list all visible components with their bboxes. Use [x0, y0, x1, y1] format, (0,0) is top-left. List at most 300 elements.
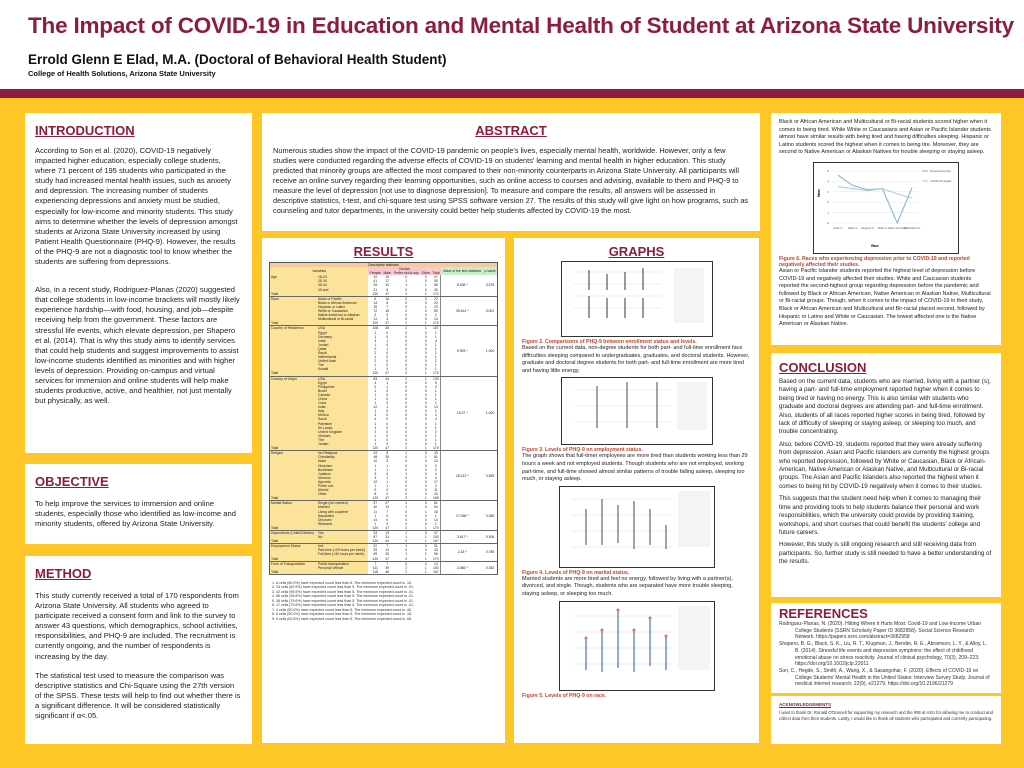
category-cell: White or Caucasian [317, 309, 368, 313]
variable-name-cell: Country of Origin [270, 376, 318, 381]
value-cell: 3 [374, 413, 377, 418]
footnote: 9. 5 cells (62.5%) have expected count less than 5. The minimum expected count is .08. [272, 616, 412, 621]
p-value-cell: 1.000 [483, 376, 497, 451]
value-cell: 0 [424, 392, 427, 397]
category-cell [317, 570, 368, 575]
category-cell: Vietnam [317, 434, 368, 438]
value-cell: 170 [431, 446, 441, 451]
test-stat-cell: 2.18 * [441, 544, 483, 561]
footnote: 8. 6 cells (50.0%) have expected count less than 5. The minimum expected count is .18. [272, 612, 412, 617]
category-cell: Canada [317, 393, 368, 397]
value-cell: 48 [373, 455, 378, 460]
method-paragraph-2: The statistical test used to measure the comparison was descriptive statistics and Chi-Square using the 27th version of the SPSS. These tests will help to find out whether there is a significant difference. It will be considered statistically significant if α<.05. [35, 670, 241, 721]
value-cell: 9 [374, 488, 377, 493]
value-cell: 0 [405, 338, 408, 343]
value-cell: 1 [434, 433, 437, 438]
category-cell: Christianity [317, 455, 368, 459]
value-cell: 0 [424, 531, 427, 535]
value-cell: 4 [434, 417, 437, 422]
introduction-paragraph-2: Also, in a recent study, Rodriguez-Planas (2020) suggested that college students in low-income brackets will mostly likely experience hardship—with food, housing, and job—despite receiving help from the government. These factors are stressful life events, which elevate depression, per Shapero et al. (2014). That is why this study aims to identify services that could help students and suggest improvements to assist low-income students identified as minorities and with higher levels of depression. Providing on-campus and virtual services for immersion and online students will help make students productive, active, and healthier, not just mentally but physically, as well. [35, 285, 240, 406]
value-cell: 0 [386, 513, 389, 518]
results-heading: RESULTS [353, 244, 414, 259]
value-cell: 29 [373, 548, 378, 553]
value-cell: 0 [424, 338, 427, 343]
value-cell: 1 [386, 475, 389, 480]
reference-item: Son, C., Hegde, S., Smith, A., Wang, X., & Sasangohar, F. (2020). Effects of COVID-19 on College Students' Mental Health in the United States: Interview Survey Study. Journal of medical internet research, 22(9), e21279. https://doi.org/10.2196/21279 [779, 667, 990, 688]
value-cell: 1 [405, 279, 408, 284]
value-cell: 0 [405, 367, 408, 372]
value-cell: 0 [405, 397, 408, 401]
value-cell: 4 [374, 417, 377, 422]
category-cell: USA [317, 376, 368, 381]
value-cell: 1 [434, 346, 437, 351]
value-cell: 1 [405, 505, 408, 510]
y-tick-label: 1 [827, 210, 829, 215]
value-cell: 3 [386, 459, 389, 464]
value-cell: 0 [424, 521, 427, 526]
value-cell: 0 [424, 334, 427, 339]
value-cell: 0 [386, 388, 389, 393]
value-cell: 11 [434, 488, 438, 493]
value-cell: 120 [368, 539, 382, 544]
category-cell: Judaism [317, 472, 368, 476]
category-cell: Saudi [317, 351, 368, 355]
value-cell: 12 [373, 479, 378, 484]
value-cell: 13 [433, 459, 438, 464]
figure-4-text: Married students are more tired and feel no energy, followed by living with a partner(s), divorced, and single. Though, students who are separated have more trouble sleeping, staying asleep, or sleeping too much. [522, 575, 733, 597]
p-value-header: p-value [483, 267, 497, 275]
value-cell: 1 [420, 570, 431, 575]
value-cell: 17 [433, 479, 438, 484]
value-cell: 1 [424, 535, 427, 540]
category-cell: Black or African American [317, 301, 368, 305]
value-cell: 2 [374, 313, 377, 318]
category-cell: Widowed [317, 522, 368, 526]
value-cell: 0 [405, 346, 408, 351]
test-stat-header: Value of the test statistics [441, 267, 483, 275]
variable-name-cell: Country of Residence [270, 326, 318, 331]
value-cell: 0 [405, 475, 408, 480]
value-cell: 0 [424, 513, 427, 518]
value-cell: 0 [405, 421, 408, 426]
value-cell: 2 [392, 539, 420, 544]
table-footnotes [268, 581, 499, 622]
value-cell: 2 [392, 526, 420, 531]
value-cell: 0 [405, 304, 408, 309]
value-cell: 0 [424, 317, 427, 322]
value-cell: 0 [424, 330, 427, 335]
acknowledgements-panel [771, 696, 1001, 744]
value-cell: 14 [373, 517, 378, 522]
category-cell: Divorced [317, 518, 368, 522]
p-value-cell: 0.559 [483, 451, 497, 501]
conclusion-heading: CONCLUSION [779, 360, 867, 375]
acknowledgements-heading: ACKNOWLEDGEMENTS [779, 702, 831, 707]
value-cell: 2 [434, 359, 437, 364]
category-cell: 18-24 [317, 275, 368, 279]
footnote: 5. 38 cells (79.6%) have expected count less than 5. The minimum expected count is .01. [272, 598, 414, 603]
category-cell: United Arab [317, 359, 368, 363]
figure-4-chart [559, 486, 715, 568]
variable-name-cell: Total [270, 371, 318, 376]
value-cell: 45 [385, 326, 390, 331]
value-cell: 0 [424, 429, 427, 434]
value-cell: 6 [386, 300, 389, 305]
variable-name-cell: Religion [270, 451, 318, 456]
category-cell: Other [317, 492, 368, 496]
legend-label: COVID-19 Negativ… [930, 179, 955, 183]
value-cell: 1 [434, 401, 437, 406]
category-cell: Part-time (<29 hours per week) [317, 548, 368, 552]
y-axis-label: Mean [817, 188, 821, 197]
value-cell: 0 [424, 517, 427, 522]
value-cell: 0 [405, 342, 408, 347]
abstract-text: Numerous studies show the impact of the COVID-19 pandemic on people's lives, especially mental health, worldwide. However, only a few studies were conducted regarding the adverse effects of COVID-19 on students' learning and mental health in higher education. This study predicted that minority groups are affected the most compared to their non-minority counterparts in Arizona State University. All participants will receive an online survey regarding their learning opportunities, such as online access to courses and advising, available to them and PHQ-9 to measure the level of depression [not use to diagnose depression]. To measure and compare the results, all answers will be assessed in descriptive statistics, t-test, and chi-square test using SPSS software version 27. The results of this study will give light on how programs, such as counseling and tutor departments, in the university could better help students affected by COVID-19 the most. [273, 146, 749, 215]
value-cell: 0 [405, 517, 408, 522]
value-cell: 1 [420, 526, 431, 531]
value-cell: 72 [373, 309, 378, 314]
value-cell: 0 [374, 346, 377, 351]
value-cell: 44 [385, 376, 390, 381]
value-cell: 2 [374, 429, 377, 434]
variable-name-cell: Total [270, 539, 318, 544]
header-divider [0, 89, 1024, 98]
value-cell: 1 [374, 467, 377, 472]
value-cell: 1 [386, 479, 389, 484]
value-cell: 1 [424, 304, 427, 309]
figure-5-chart [559, 601, 715, 691]
value-cell: 6 [374, 296, 377, 301]
p-value-cell: 0.785 [483, 544, 497, 561]
value-cell: 0 [405, 392, 408, 397]
category-cell: Kuwait [317, 367, 368, 371]
value-cell: 14 [433, 517, 438, 522]
value-cell: 0 [386, 355, 389, 360]
value-cell: 1 [386, 483, 389, 488]
value-cell: 26 [373, 283, 378, 288]
value-cell: 1 [424, 283, 427, 288]
value-cell: 2 [434, 463, 437, 468]
figure-2-chart [561, 261, 713, 337]
value-cell: 2 [392, 446, 420, 451]
value-cell: 1 [374, 355, 377, 360]
value-cell: 1 [374, 521, 377, 526]
value-cell: 0 [405, 287, 408, 292]
category-cell: United Kingdom [317, 430, 368, 434]
value-cell: 0 [424, 463, 427, 468]
value-cell: 0 [405, 350, 408, 355]
variable-name-cell: Dependents (Child/Children) [270, 531, 318, 536]
value-cell: 0 [424, 417, 427, 422]
value-cell: 31 [433, 544, 438, 549]
test-stat-cell: 3.066 * [441, 561, 483, 574]
figure-4-svg [560, 487, 714, 567]
category-cell: Jordan [317, 442, 368, 446]
references-panel [771, 603, 1001, 693]
value-cell: 0 [424, 409, 427, 414]
value-cell: 108 [372, 326, 379, 331]
value-cell: 0 [405, 429, 408, 434]
value-cell: 7 [386, 304, 389, 309]
acknowledgements-text: I want to thank Dr. Ronald O'Donnell for supporting my research and the IRB at ASU for allowing me to conduct and collect data from their students. Lastly, I would like to thank all students who participated and currently participating. [779, 710, 994, 721]
value-cell: 0 [386, 401, 389, 406]
value-cell: 31 [385, 535, 390, 540]
category-cell: Full-time (>30 hours per week) [317, 552, 368, 556]
test-stat-cell: 35.641 * [441, 296, 483, 326]
x-tick-label: White or [877, 226, 888, 230]
value-cell: 0 [424, 561, 427, 566]
value-cell: 0 [424, 397, 427, 401]
value-cell: 0 [386, 409, 389, 414]
value-cell: 167 [431, 570, 441, 575]
x-tick-label: Native American [887, 226, 907, 230]
value-cell: 1 [420, 557, 431, 562]
variable-name-cell: Race [270, 296, 318, 301]
category-cell: Agnostic [317, 480, 368, 484]
value-cell: 7 [386, 544, 389, 549]
value-cell: 0 [424, 363, 427, 368]
value-cell: 1 [420, 496, 431, 501]
category-cell: Married [317, 505, 368, 509]
value-cell: 1 [434, 363, 437, 368]
value-cell: 47 [382, 446, 392, 451]
value-cell: 0 [405, 359, 408, 364]
value-cell: 0 [405, 479, 408, 484]
value-cell: 2 [392, 496, 420, 501]
value-cell: 0 [424, 401, 427, 406]
value-cell: 1 [434, 334, 437, 339]
value-cell: 0 [424, 380, 427, 385]
category-cell: India [317, 405, 368, 409]
col-female: Female [369, 271, 381, 276]
value-cell: 0 [405, 521, 408, 526]
value-cell: 43 [433, 548, 438, 553]
descriptive-statistics-table [269, 262, 498, 575]
value-cell: 47 [382, 292, 392, 297]
x-axis-label: Race [871, 243, 879, 248]
reference-item: Shapero, B. G., Black, S. K., Liu, R. T., Klugman, J., Bender, R. E., Abramson, L. Y., & Alloy, L. B. (2014). Stressful life events and depression symptoms: the effect of childhood emotional abuse on stress reactivity. Journal of clinical psychology, 70(3), 209–223. https://doi.org/10.1002/jclp.22011 [779, 641, 988, 668]
value-cell: 10 [433, 492, 438, 497]
value-cell: 14 [373, 300, 378, 305]
value-cell: 47 [382, 371, 392, 376]
value-cell: 1 [434, 397, 437, 401]
value-cell: 0 [424, 475, 427, 480]
objective-heading: OBJECTIVE [35, 474, 109, 489]
value-cell: 11 [373, 509, 378, 514]
category-cell: No Religious [317, 451, 368, 456]
value-cell: 0 [424, 355, 427, 360]
value-cell: 2 [386, 488, 389, 493]
value-cell: 0 [405, 413, 408, 418]
value-cell: 0 [424, 359, 427, 364]
value-cell: 0 [424, 384, 427, 389]
variable-name-cell: Total [270, 321, 318, 326]
value-cell: 1 [434, 513, 437, 518]
value-cell: 0 [386, 342, 389, 347]
value-cell: 15 [373, 304, 378, 309]
value-cell: 1 [434, 442, 437, 447]
value-cell: 2 [405, 376, 408, 381]
category-cell: USA [317, 326, 368, 331]
value-cell: 0 [405, 401, 408, 406]
variable-name-cell: Marital Status [270, 501, 318, 506]
value-cell: 32 [373, 275, 378, 280]
value-cell: 47 [382, 526, 392, 531]
category-cell: 35-44 [317, 283, 368, 287]
value-cell: 1 [405, 283, 408, 288]
footnote: 1. 8 cells (60.0%) have expected count less than 5. The minimum expected count is .15. [272, 580, 412, 585]
value-cell: 0 [424, 388, 427, 393]
footnote: 7. 4 cells (50.0%) have expected count less than 5. The minimum expected count is .40. [272, 607, 412, 612]
value-cell: 0 [405, 433, 408, 438]
value-cell: 1 [434, 409, 437, 414]
value-cell: 0 [405, 409, 408, 414]
value-cell: 1 [386, 463, 389, 468]
value-cell: 17 [385, 279, 390, 284]
value-cell: 0 [405, 488, 408, 493]
value-cell: 7 [386, 561, 389, 566]
value-cell: 13 [385, 505, 390, 510]
value-cell: 69 [373, 552, 378, 557]
value-cell: 0 [405, 330, 408, 335]
value-cell: 1 [420, 292, 431, 297]
value-cell: 1 [374, 513, 377, 518]
value-cell: 1 [374, 392, 377, 397]
figure-6-text: Asian or Pacific Islander students reported the highest level of depression before COVID-19 and negatively affected their studies. White and Caucasian students reported the second-highest group regarding depression before the pandemic and followed by Black or African American, Native American or Alaskan Native, Multicultural or Bi-racial groups. Though, when it comes to the impact of COVID-19 in their study, Black or African American and Multicultural and Bir-racial placed second, followed by Hispanic or Latino and White or Caucasian. The lowest affected one is the Native American or Alaskan Native. [779, 267, 991, 328]
conclusion-paragraph-1: Based on the current data, students who are married, living with a partner (s), having a part- and full-time employment reported higher when it comes to being tired or having no energy. This is also similar with students who graduate and doctoral degrees are attending part- and full-time enrollment. Also, students of all races reported higher scores in being tired, followed by lack of difficulty of sleeping or staying asleep, or sleeping too much, and trouble concentrating. [779, 378, 991, 436]
value-cell: 0 [405, 296, 408, 301]
figure-4-caption: Figure 4. Levels of PHQ-9 on marital status. [522, 569, 630, 576]
value-cell: 1 [434, 342, 437, 347]
category-cell: Italy [317, 409, 368, 413]
value-cell: 1 [434, 330, 437, 335]
poster-title: The Impact of COVID-19 in Education and Mental Health of Student at Arizona State University [28, 13, 1014, 38]
value-cell: 0 [386, 421, 389, 426]
value-cell: 3 [374, 338, 377, 343]
value-cell: 1 [424, 509, 427, 514]
value-cell: 14 [433, 561, 438, 566]
category-cell: Atheist [317, 488, 368, 492]
value-cell: 4 [434, 338, 437, 343]
references-heading: REFERENCES [779, 606, 868, 621]
value-cell: 10 [373, 459, 378, 464]
value-cell: 0 [386, 367, 389, 372]
value-cell: 1 [405, 552, 408, 557]
value-cell: 0 [405, 317, 408, 322]
value-cell: 15 [385, 275, 390, 280]
category-cell: Islam [317, 459, 368, 463]
value-cell: 1 [374, 409, 377, 414]
value-cell: 40 [373, 505, 378, 510]
value-cell: 1 [424, 326, 427, 331]
category-cell: Egypt [317, 381, 368, 385]
value-cell: 0 [424, 275, 427, 280]
value-cell: 120 [368, 371, 382, 376]
value-cell: 57 [373, 501, 378, 506]
value-cell: 100 [433, 535, 439, 540]
value-cell: 153 [433, 565, 439, 570]
value-cell: 3 [386, 317, 389, 322]
value-cell: 8 [374, 492, 377, 497]
value-cell: 1 [405, 451, 408, 456]
variable-name-cell: Total [270, 570, 318, 575]
value-cell: 0 [405, 509, 408, 514]
value-cell: 10 [385, 283, 390, 288]
category-cell: Egypt [317, 331, 368, 335]
y-tick-label: 3 [827, 189, 829, 194]
value-cell: 18 [433, 509, 438, 514]
value-cell: 3 [374, 471, 377, 476]
value-cell: 2 [386, 492, 389, 497]
col-other: Other [421, 271, 431, 276]
value-cell: 0 [405, 363, 408, 368]
value-cell: 1 [386, 405, 389, 410]
y-tick-label: 2 [827, 200, 829, 205]
value-cell: 0 [424, 544, 427, 549]
introduction-panel [25, 113, 252, 453]
value-cell: 0 [424, 492, 427, 497]
value-cell: 0 [405, 384, 408, 389]
value-cell: 168 [431, 496, 441, 501]
value-cell: 0 [424, 442, 427, 447]
value-cell: 0 [424, 459, 427, 464]
value-cell: 1 [374, 433, 377, 438]
value-cell: 167 [431, 539, 441, 544]
value-cell: 41 [373, 279, 378, 284]
value-cell: 1 [386, 467, 389, 472]
objective-text: To help improve the services to immersion and online students, especially those who identified as low-income and minority students, offered by Arizona State University. [35, 499, 236, 529]
category-cell: The [317, 363, 368, 367]
value-cell: 1 [374, 330, 377, 335]
value-cell: 2 [405, 309, 408, 314]
value-cell: 2 [392, 292, 420, 297]
method-paragraph-1: This study currently received a total of 170 respondents from Arizona State University. All students who agreed to participate received a consent form and link to the survey to answer 43 questions, which demographics, school activities, responsibilities, and PHQ-9 are included. The recruitment is currently ongoing, and the number of respondents is increasing by the day. [35, 591, 239, 661]
objective-panel [25, 464, 252, 544]
variable-name-cell: Total [270, 557, 318, 562]
value-cell: 1 [386, 380, 389, 385]
variable-name-cell: Total [270, 526, 318, 531]
p-value-cell: 0.001 [483, 296, 497, 326]
p-value-cell: 1.000 [483, 326, 497, 376]
value-cell: 120 [368, 496, 382, 501]
value-cell: 0 [386, 363, 389, 368]
figure-6-caption: Figure 6. Races who experiencing depression prior to COVID-19 and reported negatively affected their studies. [779, 255, 970, 268]
value-cell: 1 [374, 442, 377, 447]
value-cell: 1 [405, 535, 408, 540]
value-cell: 120 [368, 446, 382, 451]
value-cell: 2 [405, 326, 408, 331]
value-cell: 0 [405, 463, 408, 468]
category-cell: Buddhism [317, 468, 368, 472]
category-cell: Personal Vehicle [317, 566, 368, 570]
value-cell: 118 [368, 570, 382, 575]
value-cell: 3 [434, 384, 437, 389]
category-cell: Hispanic or Latino [317, 305, 368, 309]
value-cell: 2 [434, 313, 437, 318]
value-cell: 81 [433, 501, 438, 506]
y-tick-label: 5 [827, 168, 829, 173]
figure-6-intro-text: Black or African American and Multicultural or Bi-racial students scored higher when it comes to being tired. While White or Caucasians and Asian or Pacific Islander students almost have similar results with being tired and having difficulties sleeping. Hispanic or Latino students scored the highest when it comes to being tire. Moreover, they are second to Native American or Alaskan Natives for trouble sleeping or staying asleep. [779, 119, 991, 156]
value-cell: 0 [405, 548, 408, 553]
figure-5-caption: Figure 5. Levels of PHQ-9 on race. [522, 692, 607, 699]
value-cell: 3 [374, 475, 377, 480]
value-cell: 120 [368, 292, 382, 297]
value-cell: 0 [424, 300, 427, 305]
footnote: 4. 68 cells (95.8%) have expected count less than 5. The minimum expected count is .01. [272, 594, 414, 599]
category-cell: Not [317, 544, 368, 549]
value-cell: 0 [405, 513, 408, 518]
value-cell: 24 [373, 451, 378, 456]
